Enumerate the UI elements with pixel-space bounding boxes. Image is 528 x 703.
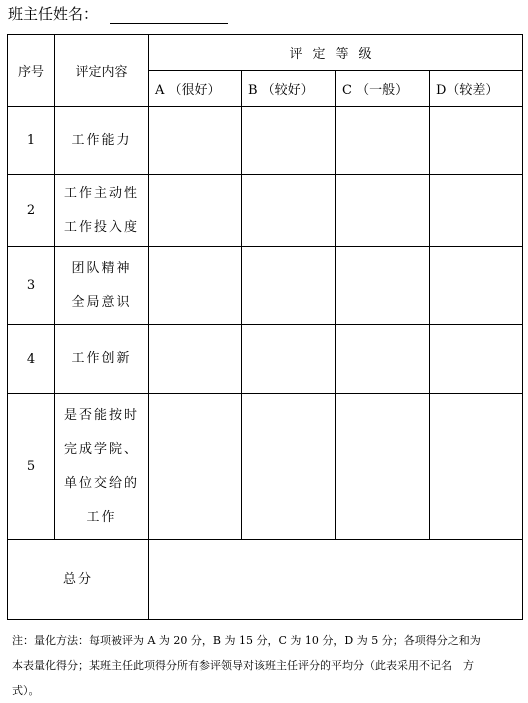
- grade-cell-a[interactable]: [149, 394, 242, 540]
- grade-cell-b[interactable]: [242, 107, 336, 175]
- header-no: 序号: [8, 35, 55, 107]
- total-score-cell[interactable]: [149, 540, 523, 620]
- row-no: 3: [8, 247, 55, 325]
- row-content: [55, 325, 149, 394]
- header-grade-b: B （较好）: [242, 71, 336, 107]
- row-content: [55, 107, 149, 175]
- grade-cell-b[interactable]: [242, 394, 336, 540]
- footnote: [12, 628, 512, 703]
- grade-cell-b[interactable]: [242, 325, 336, 394]
- total-label: [8, 540, 149, 620]
- row-content-line: 全局意识: [71, 294, 132, 310]
- head-teacher-name-label: 班主任姓名：: [8, 5, 99, 23]
- footnote-line: 本表量化得分；某班主任此项得分所有参评领导对该班主任评分的平均分（此表采用不记名 方: [12, 659, 474, 672]
- grade-cell-a[interactable]: [149, 247, 242, 325]
- row-content-line: 完成学院、: [63, 441, 139, 457]
- evaluation-table: [7, 34, 523, 620]
- footnote-line: 注：量化方法：每项被评为 A 为 20 分，B 为 15 分，C 为 10 分，D 为 5 分；各项得分之和为: [12, 634, 481, 647]
- grade-cell-a[interactable]: [149, 325, 242, 394]
- header-grade-a: A （很好）: [149, 71, 242, 107]
- row-no: 1: [8, 107, 55, 175]
- header-grade-group: 评定等级: [149, 35, 523, 71]
- row-content-line: 工作能力: [71, 132, 132, 148]
- grade-cell-c[interactable]: [336, 325, 430, 394]
- row-no: 5: [8, 394, 55, 540]
- row-no: 4: [8, 325, 55, 394]
- grade-cell-c[interactable]: [336, 175, 430, 247]
- row-content-line: 是否能按时: [63, 407, 139, 423]
- row-no: 2: [8, 175, 55, 247]
- grade-cell-a[interactable]: [149, 175, 242, 247]
- row-content: [55, 394, 149, 540]
- table-row: [8, 107, 523, 175]
- row-content: [55, 247, 149, 325]
- row-content: [55, 175, 149, 247]
- row-content-line: 工作主动性: [63, 185, 139, 201]
- table-row: [8, 247, 523, 325]
- header-content: 评定内容: [55, 35, 149, 107]
- row-content-line: 工作投入度: [63, 219, 139, 235]
- footnote-line: 式）。: [12, 684, 40, 697]
- table-row: [8, 175, 523, 247]
- header-grade-d: D（较差）: [430, 71, 523, 107]
- grade-cell-c[interactable]: [336, 247, 430, 325]
- total-label-text: 总分: [62, 571, 93, 587]
- grade-cell-d[interactable]: [430, 175, 523, 247]
- row-content-line: 工作创新: [71, 351, 132, 366]
- grade-cell-c[interactable]: [336, 394, 430, 540]
- row-content-line: 团队精神: [71, 260, 132, 276]
- table-row: [8, 394, 523, 540]
- grade-cell-d[interactable]: [430, 107, 523, 175]
- grade-cell-d[interactable]: [430, 394, 523, 540]
- grade-cell-d[interactable]: [430, 247, 523, 325]
- grade-cell-c[interactable]: [336, 107, 430, 175]
- grade-cell-b[interactable]: [242, 247, 336, 325]
- total-row: [8, 540, 523, 620]
- header-row: [8, 3, 228, 24]
- grade-cell-b[interactable]: [242, 175, 336, 247]
- table-row: [8, 325, 523, 394]
- grade-cell-d[interactable]: [430, 325, 523, 394]
- name-blank-line[interactable]: [110, 6, 228, 24]
- grade-cell-a[interactable]: [149, 107, 242, 175]
- row-content-line: 工作: [86, 509, 117, 525]
- row-content-line: 单位交给的: [63, 475, 139, 491]
- header-grade-c: C （一般）: [336, 71, 430, 107]
